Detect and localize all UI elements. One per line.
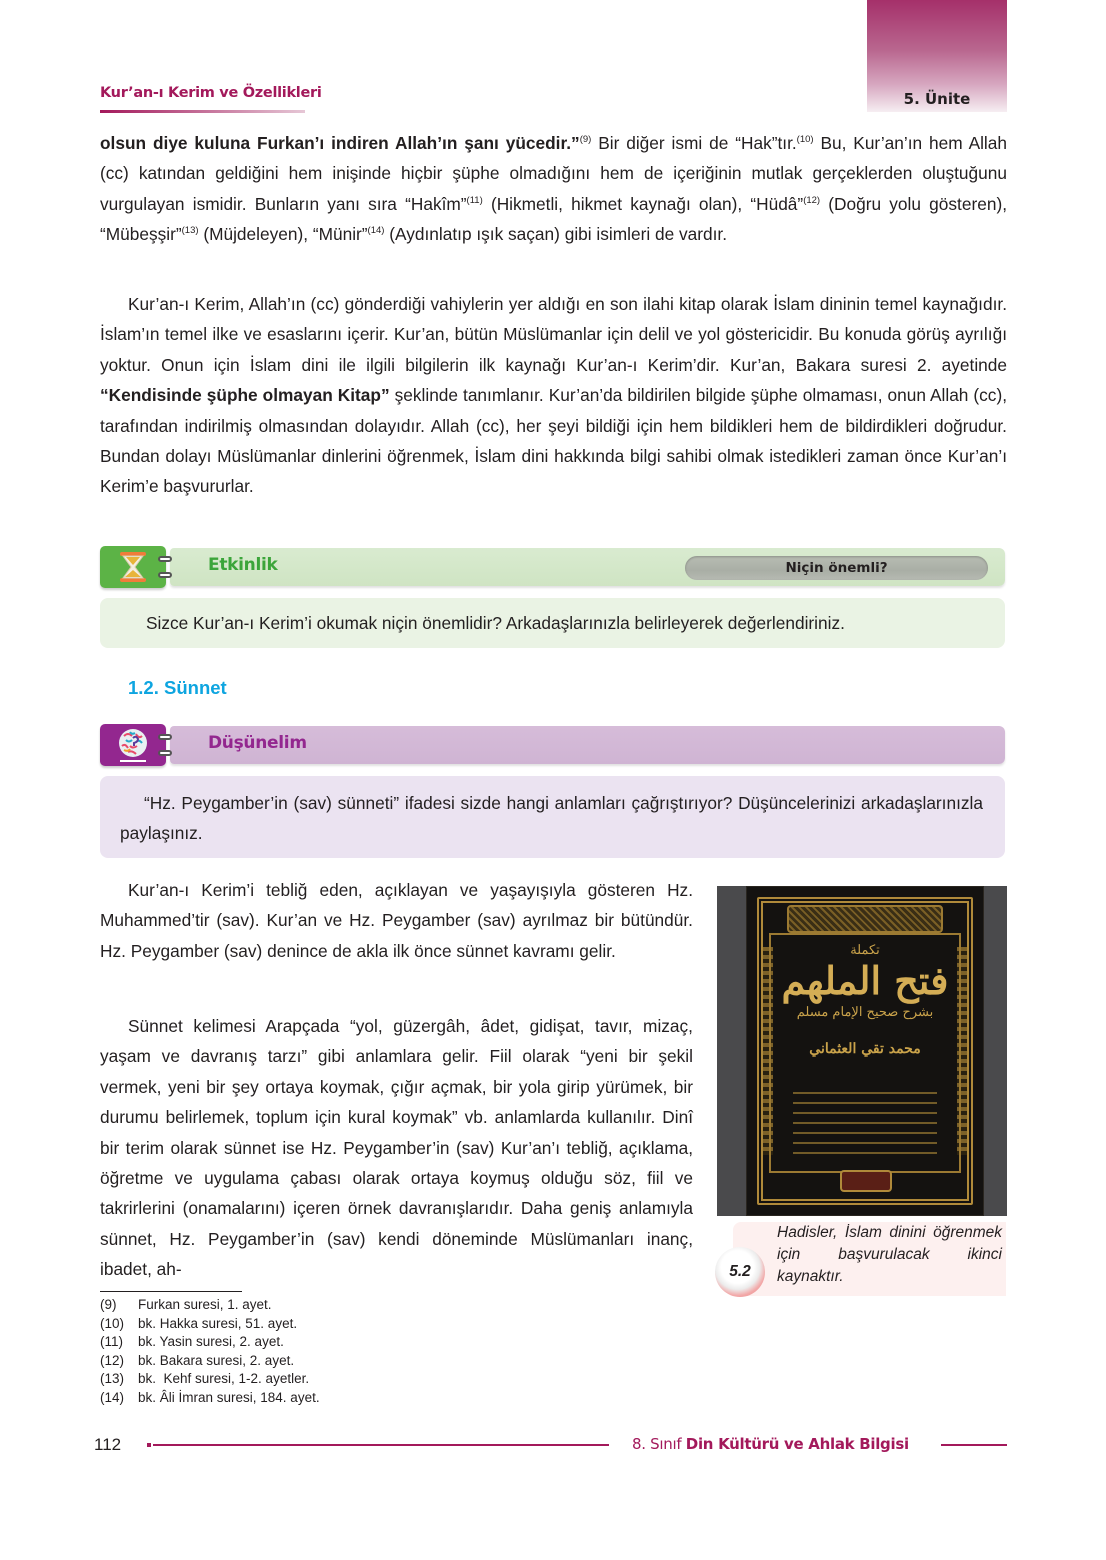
quote-bold: “Kendisinde şüphe olmayan Kitap” [100, 385, 390, 406]
text-segment: (Müjdeleyen), “Münir” [198, 224, 368, 245]
footnote-number: (11) [100, 1334, 124, 1349]
footnote-text: bk. Hakka suresi, 51. ayet. [138, 1315, 298, 1331]
footnote-ref-10[interactable]: (10) [796, 134, 814, 145]
footer-book-title [632, 1435, 909, 1453]
binder-ring [158, 750, 172, 756]
paragraph-tebliğ [100, 875, 693, 966]
footer-dot [147, 1443, 151, 1447]
thought-bubble-icon [100, 724, 166, 766]
quote-bold: olsun diye kuluna Furkan’ı indiren Allah’ın şanı yücedir.” [100, 133, 580, 153]
page-number: 112 [94, 1435, 122, 1454]
text-segment: şeklinde tanımlanır. Kur’an’da bildirilen bilgide şüphe olmaması, onun Allah (cc), tarafından indirilmiş olmasından dolayıdır. Allah (cc), her şeyi bildiği için hem bildikleri hem de bildirdikleri doğrudur. Bundan dolayı Müslümanlar dinlerini öğrenmek, İslam dini hakkında bilgi sahibi olmak istedikleri zaman önce Kur’an’ı Kerim’e başvururlar. [100, 385, 1008, 497]
reflection-icon-tile [100, 724, 166, 766]
book-label-plate [840, 1170, 892, 1192]
book-cover [746, 886, 984, 1216]
book-subtitle: بشرح صحيح الإمام مسلم [796, 1005, 934, 1020]
footnote-item [100, 1315, 320, 1334]
activity-title: Etkinlik [208, 555, 278, 575]
paragraph-text: Sünnet kelimesi Arapçada “yol, güzergâh, âdet, gidişat, tavır, mizaç, yaşam ve davranış tarzı” gibi anlamlara gelir. Fiil olarak “yeni bir şekil vermek, yeni bir şey ortaya koymak, çığır açmak, bir yola girip yürümek, bir durumu belirlemek, toplum için kural koymak” vb. anlamlarda kullanılır. Dinî bir terim olarak sünnet ise Hz. Peygamber’in (sav) Kur’an’ı tebliğ, açıklama, öğretme ve uygulama çabası olarak ortaya koymuş olduğu söz, fiil ve takrirlerini (onamalarını) içeren örnek davranışlarıdır. Daha geniş anlamıyla sünnet, Hz. Peygamber’in (sav) kendi döneminde Müslümanları inanç, ibadet, ah- [100, 1016, 693, 1280]
footnotes [100, 1296, 320, 1407]
footnote-item [100, 1296, 320, 1315]
activity-icon-tile [100, 546, 166, 588]
footnote-ref-14[interactable]: (14) [367, 225, 385, 237]
footnote-item [100, 1389, 320, 1408]
binder-ring [158, 734, 172, 740]
book-ornament-top [787, 905, 943, 933]
paragraph-kuran-source [100, 289, 1007, 502]
activity-body: Sizce Kur’an-ı Kerim’i okumak niçin önemlidir? Arkadaşlarınızla belirleyerek değerlendiriniz. [100, 598, 1005, 648]
text-segment: Bir diğer ismi de “Hak”tır. [591, 133, 797, 153]
chapter-underline [100, 110, 305, 113]
footer-rule-right [941, 1444, 1007, 1446]
footnote-text: Furkan suresi, 1. ayet. [138, 1297, 272, 1312]
footnote-item [100, 1370, 320, 1389]
chapter-title: Kur’an-ı Kerim ve Özellikleri [100, 85, 322, 101]
footnote-text: bk. Yasin suresi, 2. ayet. [138, 1334, 284, 1349]
book-description-lines [793, 1092, 937, 1158]
reflection-title: Düşünelim [208, 733, 307, 753]
footer-subject: Din Kültürü ve Ahlak Bilgisi [685, 1435, 909, 1453]
text-segment: Kur’an-ı Kerim, Allah’ın (cc) gönderdiği vahiylerin yer aldığı en son ilahi kitap olarak İslam dininin temel kaynağıdır. İslam’ın temel ilke ve esaslarını içerir. Kur’an, bütün Müslümanlar için delil ve yol göstericidir. Bu konuda görüş ayrılığı yoktur. Onun için İslam dini ile ilgili bilgilerin ilk kaynağı Kur’an-ı Kerim’dir. Kur’an, Bakara suresi 2. ayetinde [100, 294, 1007, 375]
footnote-text: bk. Bakara suresi, 2. ayet. [138, 1352, 295, 1368]
footnote-item [100, 1352, 320, 1371]
text-segment: (Doğru yolu gösteren), “Mübeşşir” [100, 193, 1007, 245]
footnote-number: (13) [100, 1371, 125, 1386]
text-segment: Bu, Kur’an’ın hem Allah (cc) katından geldiğini hem inişinde hiçbir şüphe olmadığını hem de içeriğinin mutlak gerçeklerden oluştuğunu vurgulayan ismidir. Bunların yanı sıra “Hakîm” [100, 133, 1007, 214]
footnote-text: bk. Âli İmran suresi, 184. ayet. [138, 1389, 320, 1405]
reflection-header [100, 724, 1005, 766]
footnote-ref-11[interactable]: (11) [466, 194, 483, 206]
footnote-ref-9[interactable]: (9) [579, 134, 592, 145]
footnote-number: (9) [100, 1297, 117, 1312]
reflection-text: “Hz. Peygamber’in (sav) sünneti” ifadesi sizde hangi anlamları çağrıştırıyor? Düşüncelerinizi arkadaşlarınızla paylaşınız. [120, 793, 983, 844]
footnote-divider [100, 1291, 242, 1292]
binder-ring [158, 572, 172, 578]
paragraph-furkan [100, 128, 1007, 250]
unit-label: 5. Ünite [903, 90, 971, 108]
figure-caption: Hadisler, İslam dinini öğrenmek için başvurulacak ikinci kaynaktır. [777, 1224, 1002, 1285]
binder-ring [158, 556, 172, 562]
text-segment: (Aydınlatıp ışık saçan) gibi isimleri de vardır. [384, 224, 728, 245]
footnote-item [100, 1333, 320, 1352]
activity-header [100, 546, 1005, 588]
book-cover-image [717, 886, 1007, 1216]
activity-pill: Niçin önemli? [685, 556, 988, 580]
unit-tab [867, 0, 1007, 112]
paragraph-text: Kur’an-ı Kerim’i tebliğ eden, açıklayan ve yaşayışıyla gösteren Hz. Muhammed’tir (sav). Kur’an ve Hz. Peygamber (sav) ayrılmaz bir bütündür. Hz. Peygamber (sav) denince de akla ilk önce sünnet kavramı gelir. [100, 880, 693, 961]
footer-rule-left [153, 1444, 609, 1446]
hourglass-icon [100, 546, 166, 588]
footnote-text: bk. Kehf suresi, 1-2. ayetler. [138, 1371, 310, 1386]
section-heading: 1.2. Sünnet [128, 677, 227, 698]
paragraph-sunnet-definition [100, 1011, 693, 1285]
reflection-body [100, 776, 1005, 858]
footnote-number: (10) [100, 1315, 125, 1331]
footnote-number: (12) [100, 1352, 125, 1368]
footnote-ref-12[interactable]: (12) [803, 194, 821, 206]
footnote-number: (14) [100, 1389, 125, 1405]
book-author: محمد تقي العثماني [809, 1041, 921, 1057]
text-segment: (Hikmetli, hikmet kaynağı olan), “Hüdâ” [482, 193, 804, 214]
book-title-big: فتح الملهم [781, 958, 949, 1003]
footer-grade: 8. Sınıf [632, 1435, 686, 1453]
figure-number-badge: 5.2 [715, 1247, 765, 1297]
book-title-small: تكملة [850, 943, 880, 958]
footnote-ref-13[interactable]: (13) [181, 225, 199, 237]
